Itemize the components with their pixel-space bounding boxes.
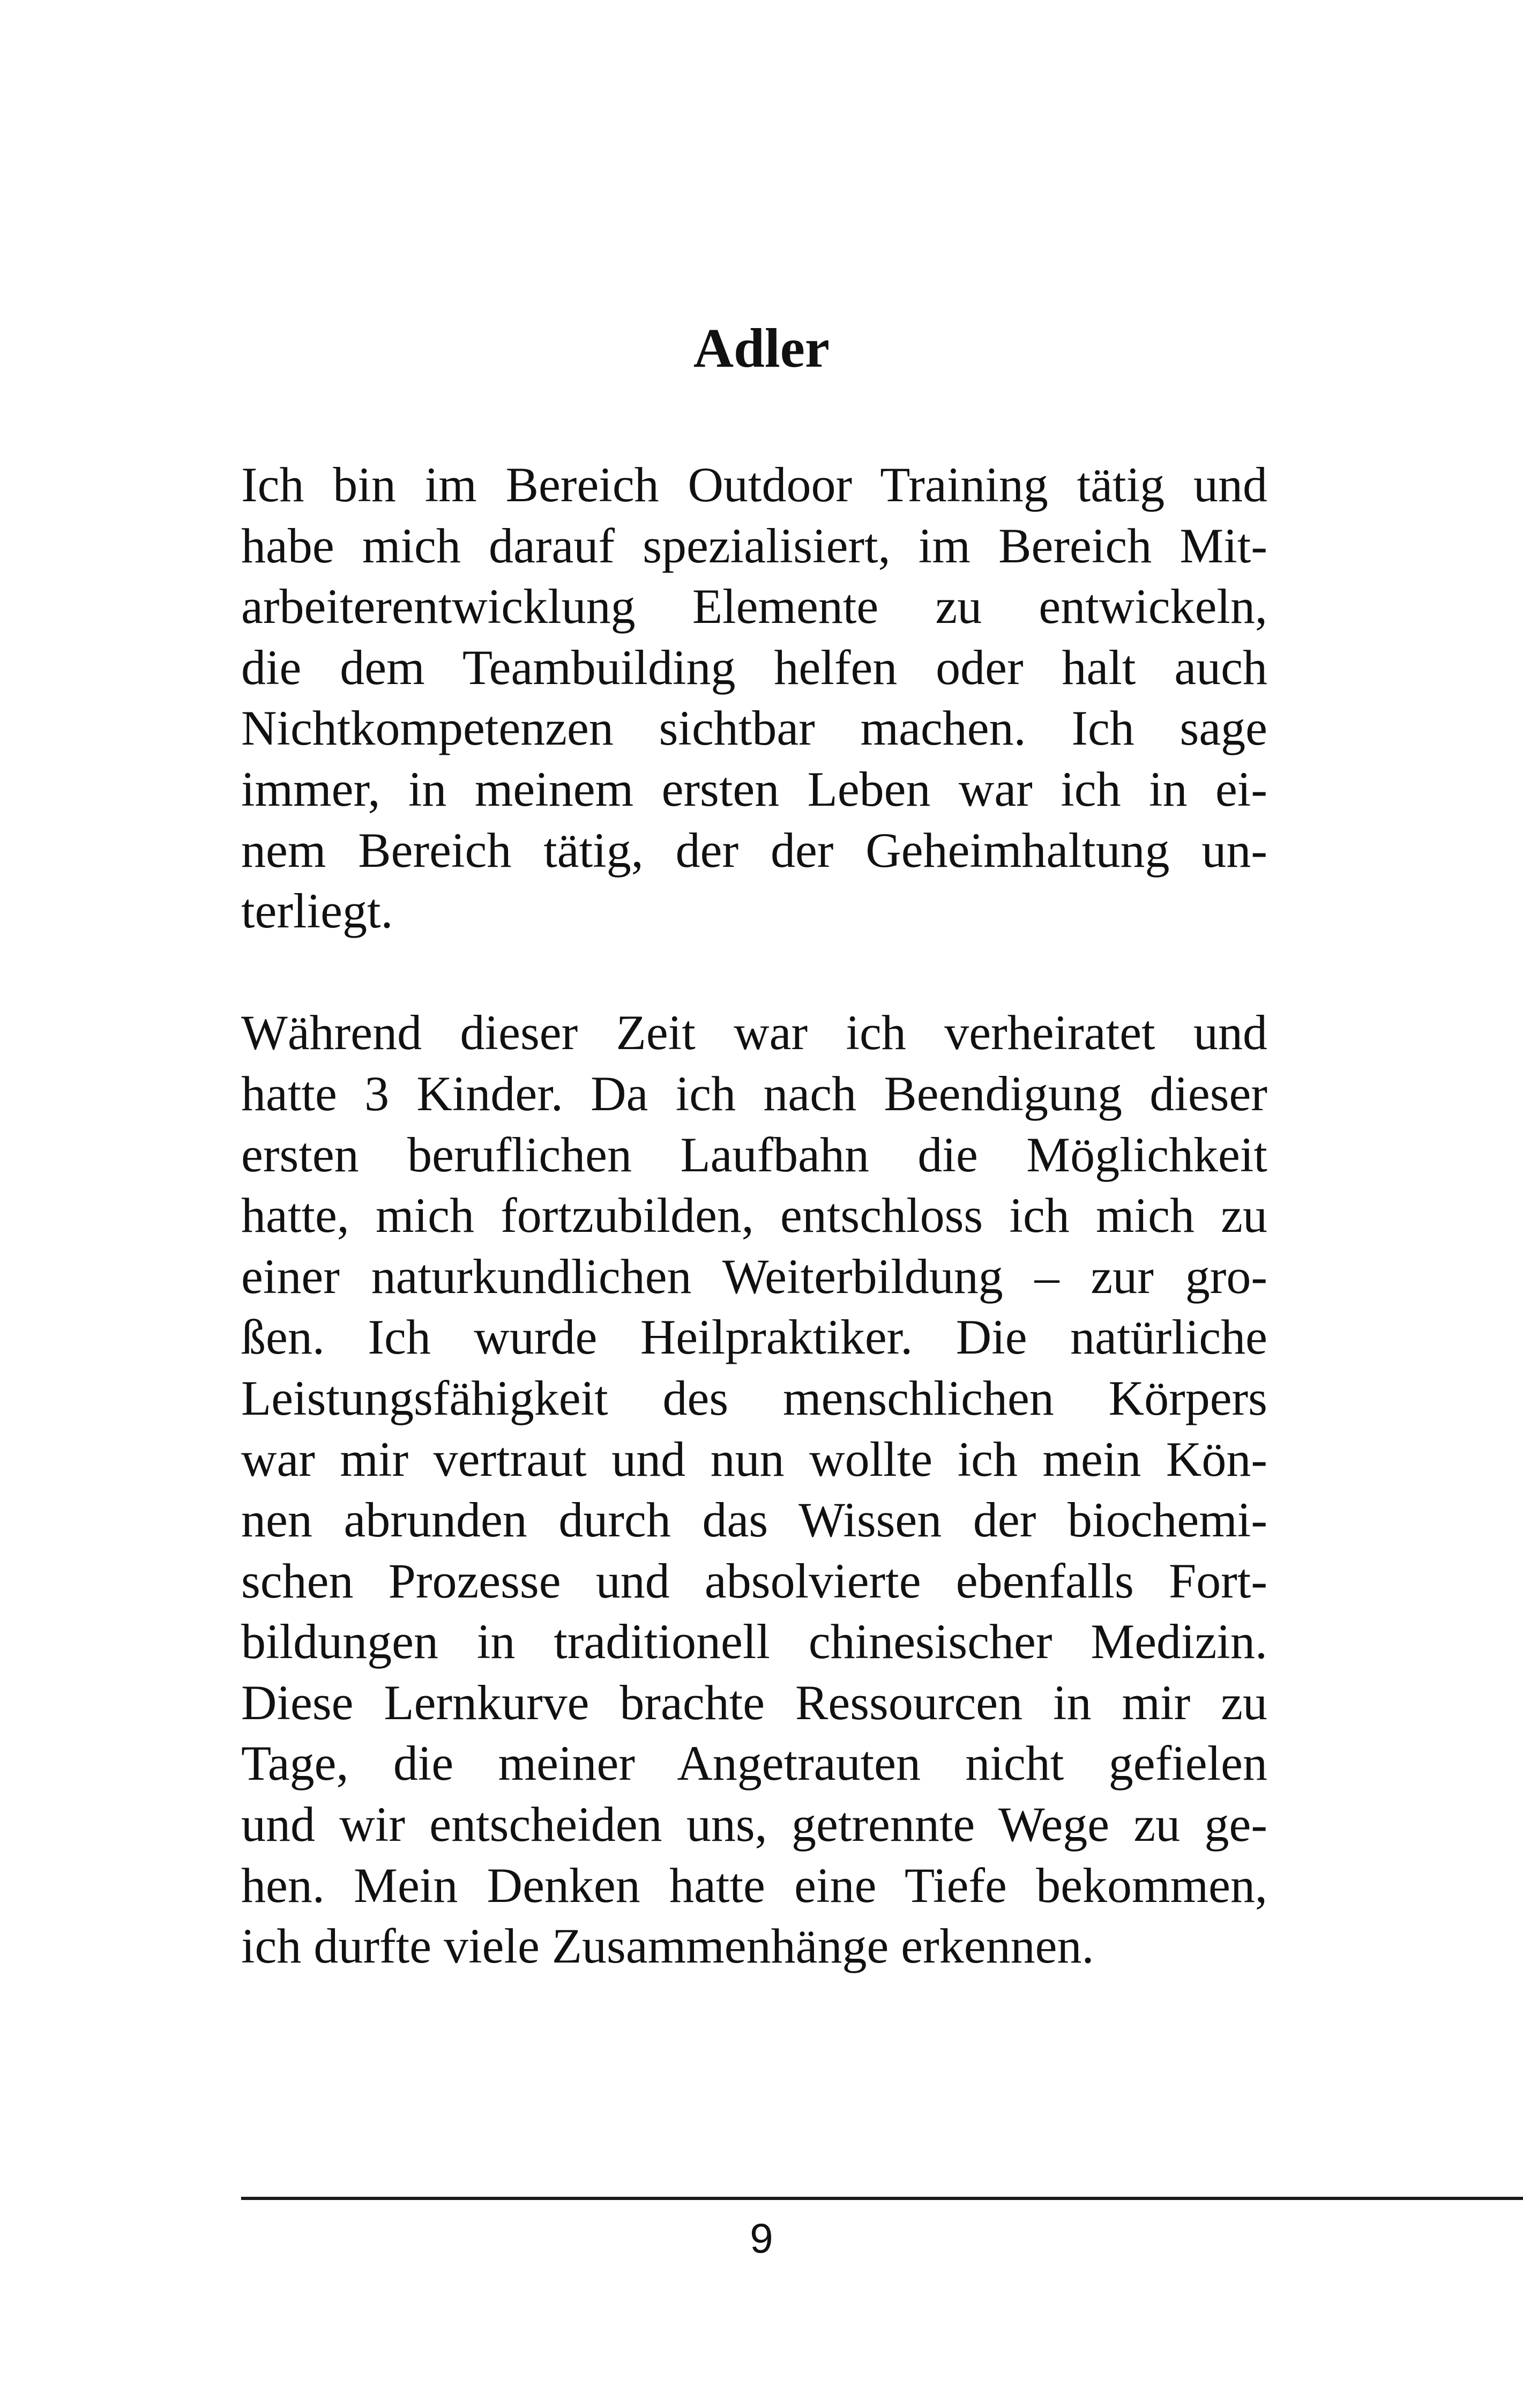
text-line: ersten beruflichen Laufbahn die Möglichkeit bbox=[241, 1127, 1267, 1182]
text-line: arbeiterentwicklung Elemente zu entwickeln, bbox=[241, 579, 1267, 634]
text-line: Diese Lernkurve brachte Ressourcen in mir zu bbox=[241, 1675, 1267, 1730]
text-line: habe mich darauf spezialisiert, im Bereich Mit- bbox=[241, 518, 1267, 573]
text-line: Ich bin im Bereich Outdoor Training tätig und bbox=[241, 457, 1267, 512]
text-line: hen. Mein Denken hatte eine Tiefe bekommen, bbox=[241, 1857, 1267, 1913]
paragraph-gap bbox=[241, 942, 1267, 1003]
text-line: Tage, die meiner Angetrauten nicht gefielen bbox=[241, 1736, 1267, 1791]
text-line: hatte, mich fortzubilden, entschloss ich mich zu bbox=[241, 1188, 1267, 1243]
text-line: terliegt. bbox=[241, 883, 393, 939]
text-line: einer naturkundlichen Weiterbildung – zur gro- bbox=[241, 1248, 1267, 1304]
chapter-body bbox=[241, 455, 1267, 1977]
text-line: schen Prozesse und absolvierte ebenfalls Fort- bbox=[241, 1553, 1267, 1608]
text-line: ich durfte viele Zusammenhänge erkennen. bbox=[241, 1919, 1094, 1974]
text-line: war mir vertraut und nun wollte ich mein Kön- bbox=[241, 1431, 1267, 1487]
paragraph bbox=[241, 1002, 1267, 1977]
footer-rule bbox=[241, 2197, 1523, 2200]
text-line: Nichtkompetenzen sichtbar machen. Ich sage bbox=[241, 701, 1267, 756]
chapter-title: Adler bbox=[693, 317, 830, 379]
text-line: hatte 3 Kinder. Da ich nach Beendigung dieser bbox=[241, 1066, 1267, 1121]
text-line: bildungen in traditionell chinesischer Medizin. bbox=[241, 1614, 1267, 1669]
text-line: die dem Teambuilding helfen oder halt auch bbox=[241, 640, 1267, 695]
text-line: nem Bereich tätig, der der Geheimhaltung un- bbox=[241, 822, 1267, 878]
text-line: nen abrunden durch das Wissen der biochemi- bbox=[241, 1492, 1267, 1548]
text-line: Während dieser Zeit war ich verheiratet und bbox=[241, 1005, 1267, 1060]
text-line: immer, in meinem ersten Leben war ich in ei- bbox=[241, 761, 1267, 816]
text-line: und wir entscheiden uns, getrennte Wege zu ge- bbox=[241, 1797, 1267, 1852]
text-line: Leistungsfähigkeit des menschlichen Körpers bbox=[241, 1370, 1267, 1425]
paragraph bbox=[241, 455, 1267, 942]
page-number: 9 bbox=[750, 2214, 773, 2262]
text-line: ßen. Ich wurde Heilpraktiker. Die natürliche bbox=[241, 1310, 1267, 1365]
